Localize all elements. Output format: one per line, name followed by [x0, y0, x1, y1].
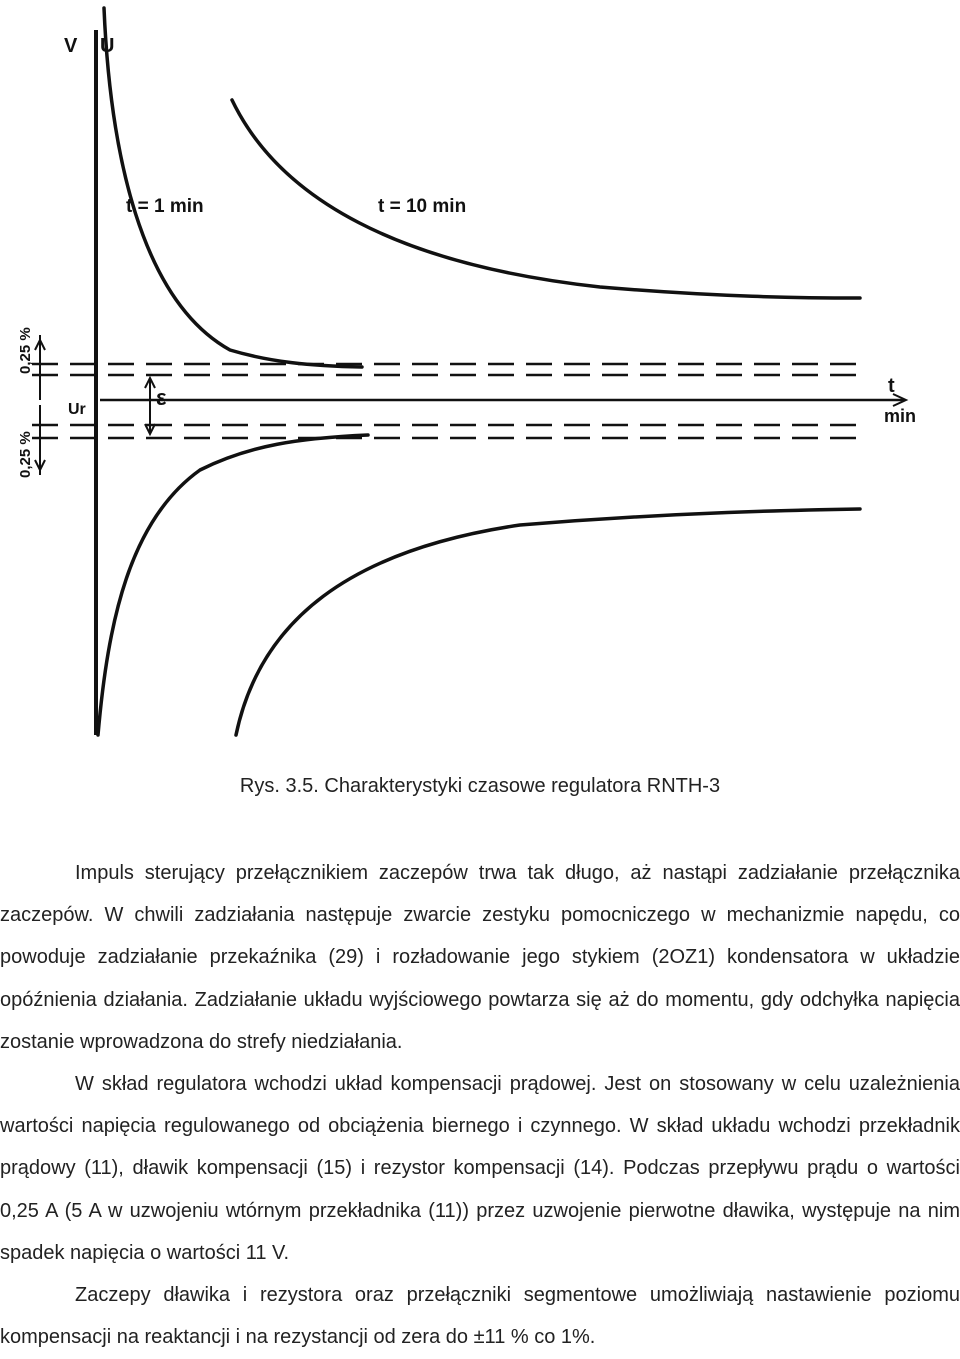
curve-label-1min: t = 1 min	[126, 196, 204, 217]
lower-tolerance-label: 0,25 %	[17, 431, 34, 478]
paragraph	[0, 852, 960, 1063]
curve-upper-1min	[104, 8, 362, 367]
setpoint-label: Ur	[68, 401, 86, 418]
body-text	[0, 852, 960, 1358]
paragraph-text: Impuls sterujący przełącznikiem zaczepów trwa tak długo, aż nastąpi zadziałanie przełącznika zaczepów. W chwili zadziałania następuje zwarcie zestyku pomocniczego w mechanizmie napędu, co powoduje zadziałanie przekaźnika (29) i rozładowanie jego stykiem (2OZ1) kondensatora w układzie opóźnienia działania. Zadziałanie układu wyjściowego powtarza się aż do momentu, gdy odchyłka napięcia zostanie wprowadzona do strefy niedziałania.	[0, 862, 960, 1053]
x-axis-label-unit: min	[884, 406, 917, 426]
paragraph	[0, 1274, 960, 1358]
curve-upper-10min	[232, 100, 860, 298]
upper-tolerance-label: 0,25 %	[17, 327, 34, 374]
curve-lower-10min	[236, 509, 860, 735]
y-axis-label-u: U	[100, 35, 115, 57]
deadband-bracket	[145, 378, 155, 434]
deadband-label: ε	[156, 385, 167, 410]
paragraph-text: W skład regulatora wchodzi układ kompensacji prądowej. Jest on stosowany w celu uzależnienia wartości napięcia regulowanego od obciążenia biernego i czynnego. W skład układu wchodzi przekładnik prądowy (11), dławik kompensacji (15) i rezystor kompensacji (14). Podczas przepływu prądu o wartości 0,25 A (5 A w uzwojeniu wtórnym przekładnika (11)) przez uzwojenie pierwotne dławika, występuje na nim spadek napięcia o wartości 11 V.	[0, 1073, 960, 1264]
tolerance-brackets	[35, 335, 45, 475]
y-axis-label-v: V	[64, 35, 78, 57]
paragraph-text: Zaczepy dławika i rezystora oraz przełączniki segmentowe umożliwiają nastawienie poziomu kompensacji na reaktancji i na rezystancji od zera do ±11 % co 1%.	[0, 1284, 960, 1349]
curve-label-10min: t = 10 min	[378, 196, 467, 217]
curve-lower-1min	[98, 435, 368, 735]
curves	[98, 8, 860, 735]
paragraph	[0, 1063, 960, 1274]
figure-caption: Rys. 3.5. Charakterystyki czasowe regulatora RNTH-3	[239, 775, 721, 797]
x-axis-label-t: t	[888, 375, 895, 397]
